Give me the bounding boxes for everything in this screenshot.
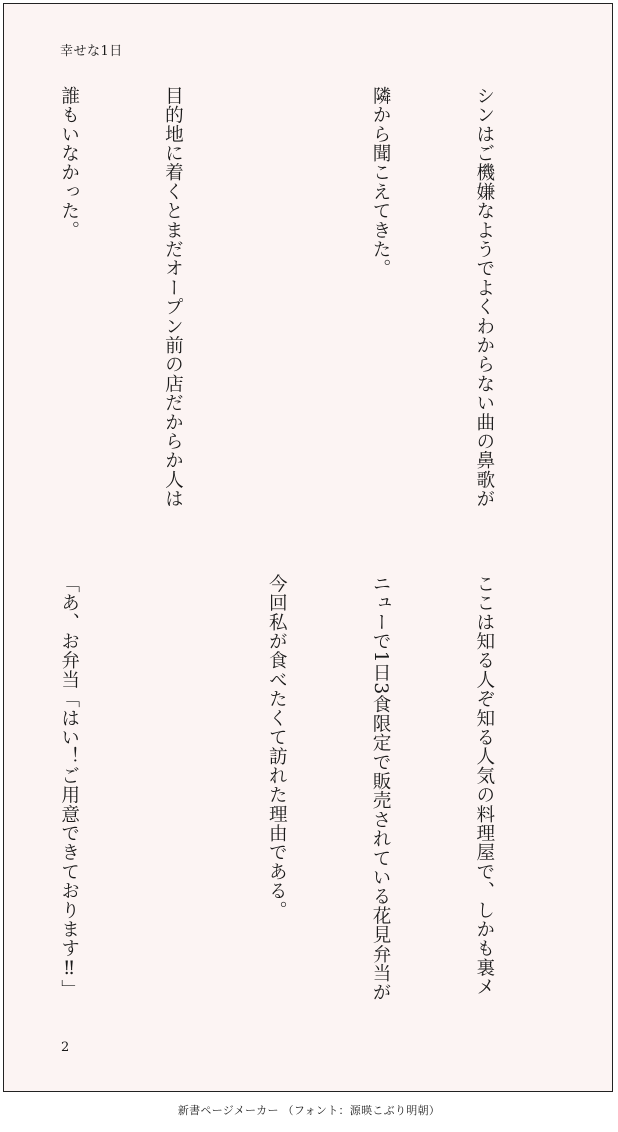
footer-credit: 新書ページメーカー （フォント：源暎こぶり明朝） [177, 1104, 441, 1117]
text-column: 目的地に着くとまだオープン前の店だからか人は [162, 86, 184, 509]
page-number: 2 [61, 1040, 70, 1055]
text-column [259, 86, 294, 556]
book-page [3, 3, 613, 1092]
text-column: ニューで1日3食限定で販売されている花見弁当が [370, 574, 392, 1003]
page-title: 幸せな1日 [60, 44, 123, 59]
text-column [155, 574, 190, 1044]
text-column: 今回私が食べたくて訪れた理由である。 [266, 574, 288, 920]
text-column: 「あ、お弁当「はい！ご用意できております‼」 [58, 574, 80, 999]
text-block-top [0, 86, 570, 556]
text-block-bottom [0, 574, 570, 1044]
text-column: シンはご機嫌なようでよくわからない曲の鼻歌が [473, 86, 495, 509]
text-column: 隣から聞こえてきた。 [370, 86, 392, 278]
text-column: ここは知る人ぞ知る人気の料理屋で、しかも裏メ [473, 574, 495, 997]
text-column: 誰もいなかった。 [58, 86, 80, 240]
